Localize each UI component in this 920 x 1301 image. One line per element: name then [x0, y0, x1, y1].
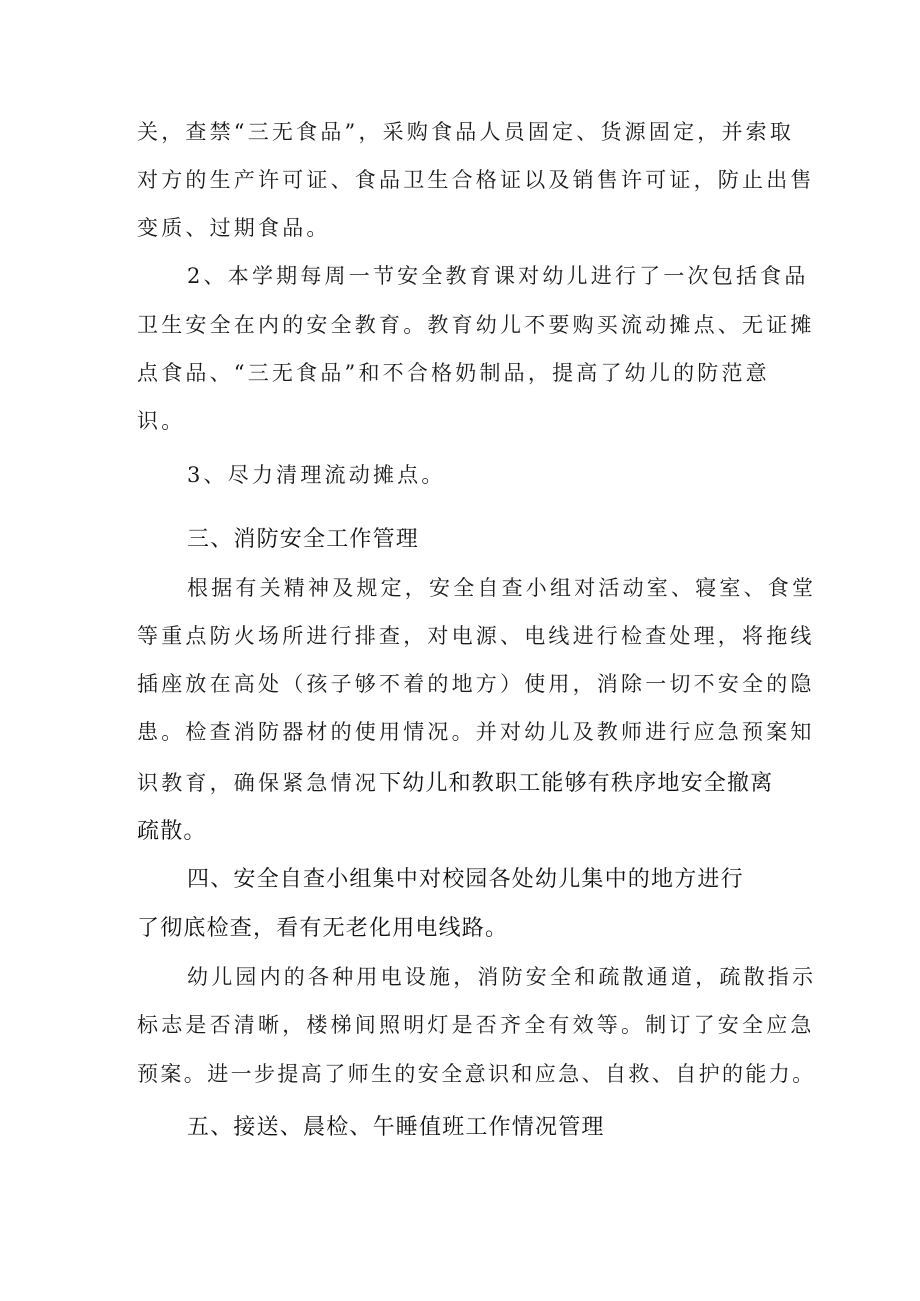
paragraph-line: 插座放在高处（孩子够不着的地方）使用，消除一切不安全的隐	[137, 672, 815, 696]
paragraph-line: 根据有关精神及规定，安全自查小组对活动室、寝室、食堂	[187, 576, 817, 600]
paragraph-line: 疏散。	[137, 819, 207, 844]
paragraph-line: 变质、过期食品。	[137, 216, 331, 240]
paragraph-line: 关，查禁“三无食品”，采购食品人员固定、货源固定，并索取	[137, 120, 795, 144]
paragraph-line: 标志是否清晰，楼梯间照明灯是否齐全有效等。制订了安全应急	[137, 1013, 815, 1037]
paragraph-line: 幼儿园内的各种用电设施，消防安全和疏散通道，疏散指示	[187, 965, 817, 989]
paragraph-line: 对方的生产许可证、食品卫生合格证以及销售许可证，防止出售	[137, 168, 815, 192]
section-heading: 三、消防安全工作管理	[187, 527, 420, 552]
paragraph-line: 预案。进一步提高了师生的安全意识和应急、自救、自护的能力。	[137, 1062, 816, 1086]
paragraph-line: 卫生安全在内的安全教育。教育幼儿不要购买流动摊点、无证摊	[137, 313, 815, 337]
paragraph-line: 2、本学期每周一节安全教育课对幼儿进行了一次包括食品	[187, 264, 809, 288]
paragraph-line-part: 识教育，确保紧急情况	[137, 771, 379, 795]
section-heading: 四、安全自查小组集中对校园各处幼儿集中的地方进行	[187, 867, 744, 892]
paragraph-line	[137, 769, 773, 798]
paragraph-line: 患。检查消防器材的使用情况。并对幼儿及教师进行应急预案知	[137, 720, 815, 744]
section-heading: 了彻底检查，看有无老化用电线路。	[137, 916, 509, 941]
paragraph-line: 等重点防火场所进行排查，对电源、电线进行检查处理，将拖线	[137, 624, 815, 648]
paragraph-line: 识。	[137, 409, 186, 433]
paragraph-line: 3、尽力清理流动摊点。	[187, 463, 446, 487]
paragraph-line: 点食品、“三无食品”和不合格奶制品，提高了幼儿的防范意	[137, 361, 770, 385]
section-heading: 五、接送、晨检、午睡值班工作情况管理	[187, 1115, 605, 1140]
emphasis-text: 下幼儿和教职工能够有秩序地安全撤离	[379, 771, 774, 796]
